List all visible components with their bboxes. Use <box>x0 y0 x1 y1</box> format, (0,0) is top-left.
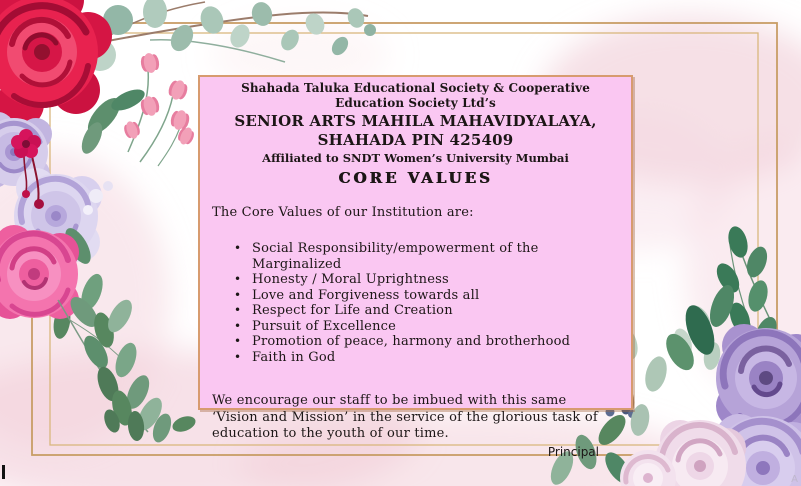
bullet-icon: • <box>234 272 242 286</box>
core-value-item <box>234 272 619 288</box>
core-value-text: Respect for Life and Creation <box>252 303 453 318</box>
bullet-icon: • <box>234 303 242 317</box>
content-card <box>198 75 633 459</box>
core-value-item <box>234 241 619 272</box>
affiliation-line: Affiliated to SNDT Women’s University Mumbai <box>262 151 569 165</box>
core-value-text: Faith in God <box>252 349 336 365</box>
closing-text: We encourage our staff to be imbued with this same ‘Vision and Mission’ in the service of the glorious task of education to the youth of our time. <box>212 393 598 441</box>
page-title: CORE VALUES <box>338 169 493 187</box>
watermark-artifact: A <box>791 474 798 485</box>
core-value-text: Pursuit of Excellence <box>252 318 397 334</box>
bullet-icon: • <box>234 318 242 333</box>
core-value-text: Honesty / Moral Uprightness <box>252 272 449 287</box>
core-value-item <box>234 334 619 350</box>
org-society-line: Shahada Taluka Educational Society & Cooperative Education Society Ltd’s <box>241 81 590 110</box>
bullet-icon: • <box>234 349 242 364</box>
text-cursor-artifact <box>2 465 5 479</box>
core-value-item <box>234 319 619 335</box>
college-name: SENIOR ARTS MAHILA MAHAVIDYALAYA, SHAHADA PIN 425409 <box>234 112 597 149</box>
bullet-icon: • <box>234 334 242 348</box>
core-value-item <box>234 350 619 366</box>
core-value-text: Promotion of peace, harmony and brotherhood <box>252 334 571 349</box>
pink-buds-illustration <box>122 52 197 166</box>
core-value-item <box>234 303 619 319</box>
red-rose-illustration <box>0 0 112 128</box>
core-value-item <box>234 288 619 304</box>
core-values-list <box>212 241 619 365</box>
bullet-icon: • <box>234 287 242 302</box>
core-value-text: Social Responsibility/empowerment of the Marginalized <box>252 241 539 272</box>
bullet-icon: • <box>234 241 242 255</box>
principal-signature: Principal <box>547 444 599 459</box>
core-value-text: Love and Forgiveness towards all <box>252 287 480 303</box>
intro-text: The Core Values of our Institution are: <box>212 205 474 220</box>
